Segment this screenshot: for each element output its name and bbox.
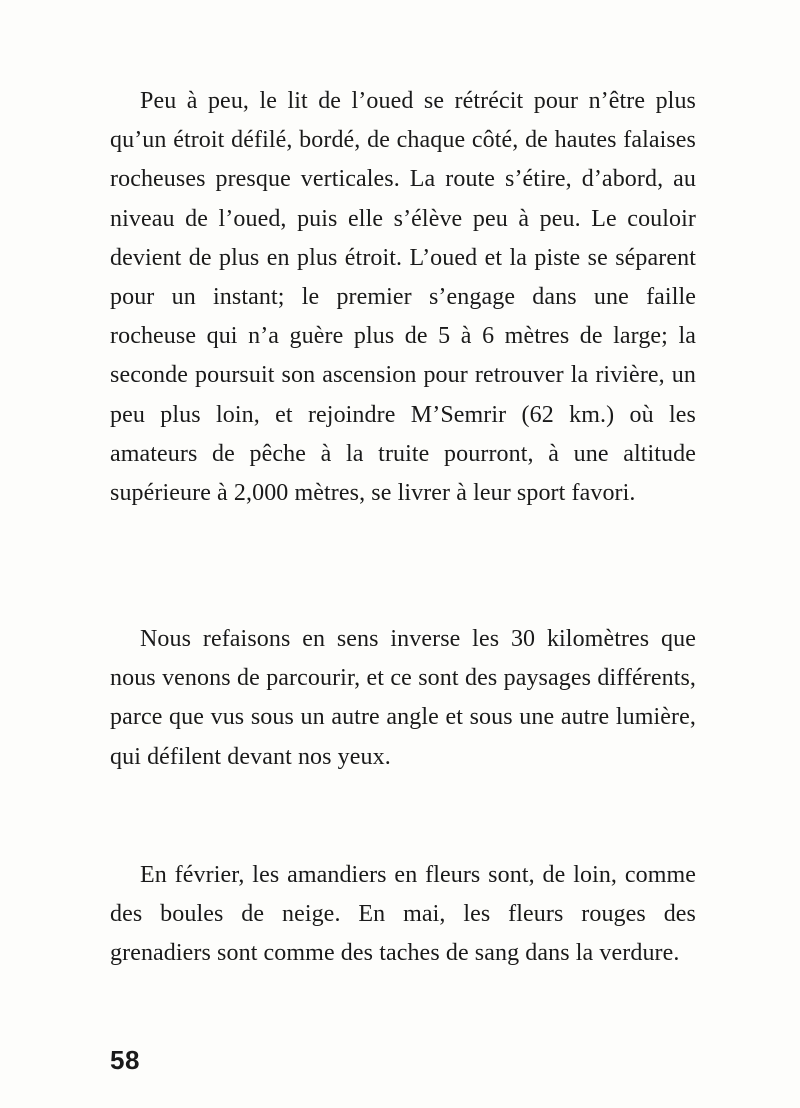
paragraph-text: Peu à peu, le lit de l’oued se rétrécit pour n’être plus qu’un étroit défilé, bordé, de chaque côté, de hautes falaises rocheuses presque verticales. La route s’étire, d’abord, au niveau de l’oued, puis elle s’élève peu à peu. Le couloir devient de plus en plus étroit. L’oued et la piste se séparent pour un instant; le premier s’engage dans une faille rocheuse qui n’a guère plus de 5 à 6 mètres de large; la seconde poursuit son ascension pour retrouver la rivière, un peu plus loin, et rejoindre M’Semrir (62 km.) où les amateurs de pêche à la truite pourront, à une altitude supérieure à 2,000 mètres, se livrer à leur sport favori. [110,88,696,507]
paragraph-text: Nous refaisons en sens inverse les 30 kilomètres que nous venons de parcourir, et ce sont des paysages différents, parce que vus sous un autre angle et sous une autre lumière, qui défilent devant nos yeux. [110,626,696,770]
page-number: 58 [110,1045,140,1075]
paragraph-1 [110,82,696,513]
paragraph-3 [110,856,696,974]
paragraph-2 [110,620,696,777]
paragraph-text: En février, les amandiers en fleurs sont, de loin, comme des boules de neige. En mai, les fleurs rouges des grenadiers sont comme des taches de sang dans la verdure. [110,862,696,967]
